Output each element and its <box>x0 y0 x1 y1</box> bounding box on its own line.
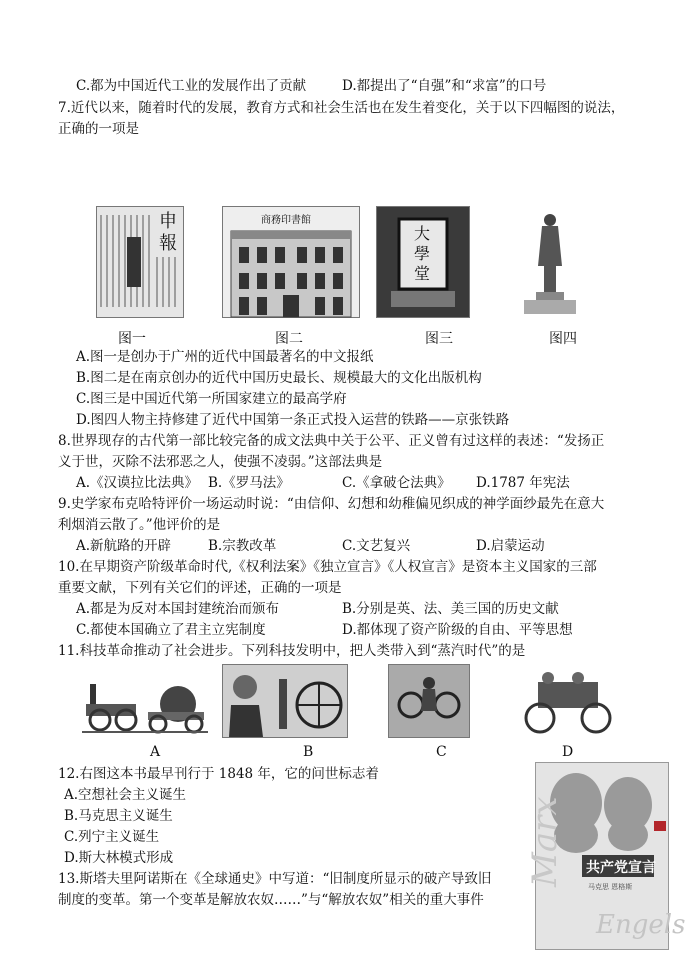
q9-option-c: C.文艺复兴 <box>342 538 411 554</box>
q7-stem-line2: 正确的一项是 <box>58 121 139 137</box>
q9-stem-line2: 利烟消云散了。”他评价的是 <box>58 517 221 533</box>
q12-option-b: B.马克思主义诞生 <box>64 808 173 824</box>
q11-label-b: B <box>303 744 314 760</box>
q12-option-d: D.斯大林模式形成 <box>64 850 174 866</box>
svg-text:報: 報 <box>159 233 177 254</box>
q6-option-c: C.都为中国近代工业的发展作出了贡献 <box>76 78 307 94</box>
q12-option-a: A.空想社会主义诞生 <box>64 787 187 803</box>
q7-option-d: D.图四人物主持修建了近代中国第一条正式投入运营的铁路——京张铁路 <box>76 412 510 428</box>
q11-label-c: C <box>436 744 447 760</box>
q11-label-a: A <box>150 744 161 760</box>
q10-stem-line2: 重要文献，下列有关它们的评述，正确的一项是 <box>58 580 342 596</box>
automobile-image <box>518 664 618 736</box>
q12-stem: 12.右图这本书最早刊行于 1848 年，它的问世标志着 <box>58 766 379 782</box>
q13-stem-line1: 13.斯塔夫里阿诺斯在《全球通史》中写道：“旧制度所显示的破产导致旧 <box>58 871 492 887</box>
q8-option-a: A.《汉谟拉比法典》 <box>76 475 199 491</box>
q12-option-c: C.列宁主义诞生 <box>64 829 160 845</box>
q9-option-d: D.启蒙运动 <box>476 538 545 554</box>
q11-label-d: D <box>562 744 574 760</box>
svg-text:商務印書館: 商務印書館 <box>261 215 311 226</box>
svg-text:申: 申 <box>159 211 177 232</box>
steam-engine-image <box>222 664 348 738</box>
q9-stem-line1: 9.史学家布克哈特评价一场运动时说：“由信仰、幻想和幼稚偏见织成的神学面纱最先在意大 <box>58 496 605 512</box>
plaque-image <box>376 206 470 318</box>
q7-option-b: B.图二是在南京创办的近代中国历史最长、规模最大的文化出版机构 <box>76 370 482 386</box>
svg-text:堂: 堂 <box>414 264 431 283</box>
svg-text:Marx: Marx <box>525 796 565 887</box>
communist-manifesto-cover <box>525 762 686 950</box>
q10-option-b: B.分别是英、法、美三国的历史文献 <box>342 601 559 617</box>
caption-3: 图三 <box>425 331 453 347</box>
q10-option-a: A.都是为反对本国封建统治而颁布 <box>76 601 280 617</box>
q13-stem-line2: 制度的变革。第一个变革是解放农奴……”与“解放农奴”相关的重大事件 <box>58 892 484 908</box>
q10-option-c: C.都使本国确立了君主立宪制度 <box>76 622 266 638</box>
caption-4: 图四 <box>549 331 577 347</box>
telephone-image <box>388 664 470 738</box>
q9-option-a: A.新航路的开辟 <box>76 538 172 554</box>
svg-text:大: 大 <box>414 224 431 243</box>
q8-option-c: C.《拿破仑法典》 <box>342 475 451 491</box>
q8-option-d: D.1787 年宪法 <box>476 475 570 491</box>
statue-image <box>512 206 588 316</box>
building-image <box>222 206 360 318</box>
q6-option-d: D.都提出了“自强”和“求富”的口号 <box>342 78 547 94</box>
q8-option-b: B.《罗马法》 <box>208 475 290 491</box>
svg-text:马克思 恩格斯: 马克思 恩格斯 <box>588 883 633 891</box>
q10-stem-line1: 10.在早期资产阶级革命时代,《权利法案》《独立宣言》《人权宣言》是资本主义国家的三部 <box>58 559 597 575</box>
q10-option-d: D.都体现了资产阶级的自由、平等思想 <box>342 622 573 638</box>
q8-stem-line1: 8.世界现存的古代第一部比较完备的成文法典中关于公平、正义曾有过这样的表述：“发扬正 <box>58 433 605 449</box>
q7-option-c: C.图三是中国近代第一所国家建立的最高学府 <box>76 391 347 407</box>
svg-text:共产党宣言: 共产党宣言 <box>586 860 656 876</box>
q9-option-b: B.宗教改革 <box>208 538 277 554</box>
caption-1: 图一 <box>118 331 146 347</box>
q7-option-a: A.图一是创办于广州的近代中国最著名的中文报纸 <box>76 349 374 365</box>
q11-stem: 11.科技革命推动了社会进步。下列科技发明中，把人类带入到“蒸汽时代”的是 <box>58 643 526 659</box>
q8-stem-line2: 义于世，灭除不法邪恶之人，使强不凌弱。”这部法典是 <box>58 454 383 470</box>
caption-2: 图二 <box>275 331 303 347</box>
q7-stem-line1: 7.近代以来，随着时代的发展，教育方式和社会生活也在发生着变化，关于以下四幅图的说法， <box>58 100 625 116</box>
svg-text:學: 學 <box>414 244 431 263</box>
newspaper-image <box>96 206 184 318</box>
locomotive-image <box>82 664 208 736</box>
svg-text:Engels: Engels <box>596 910 686 940</box>
